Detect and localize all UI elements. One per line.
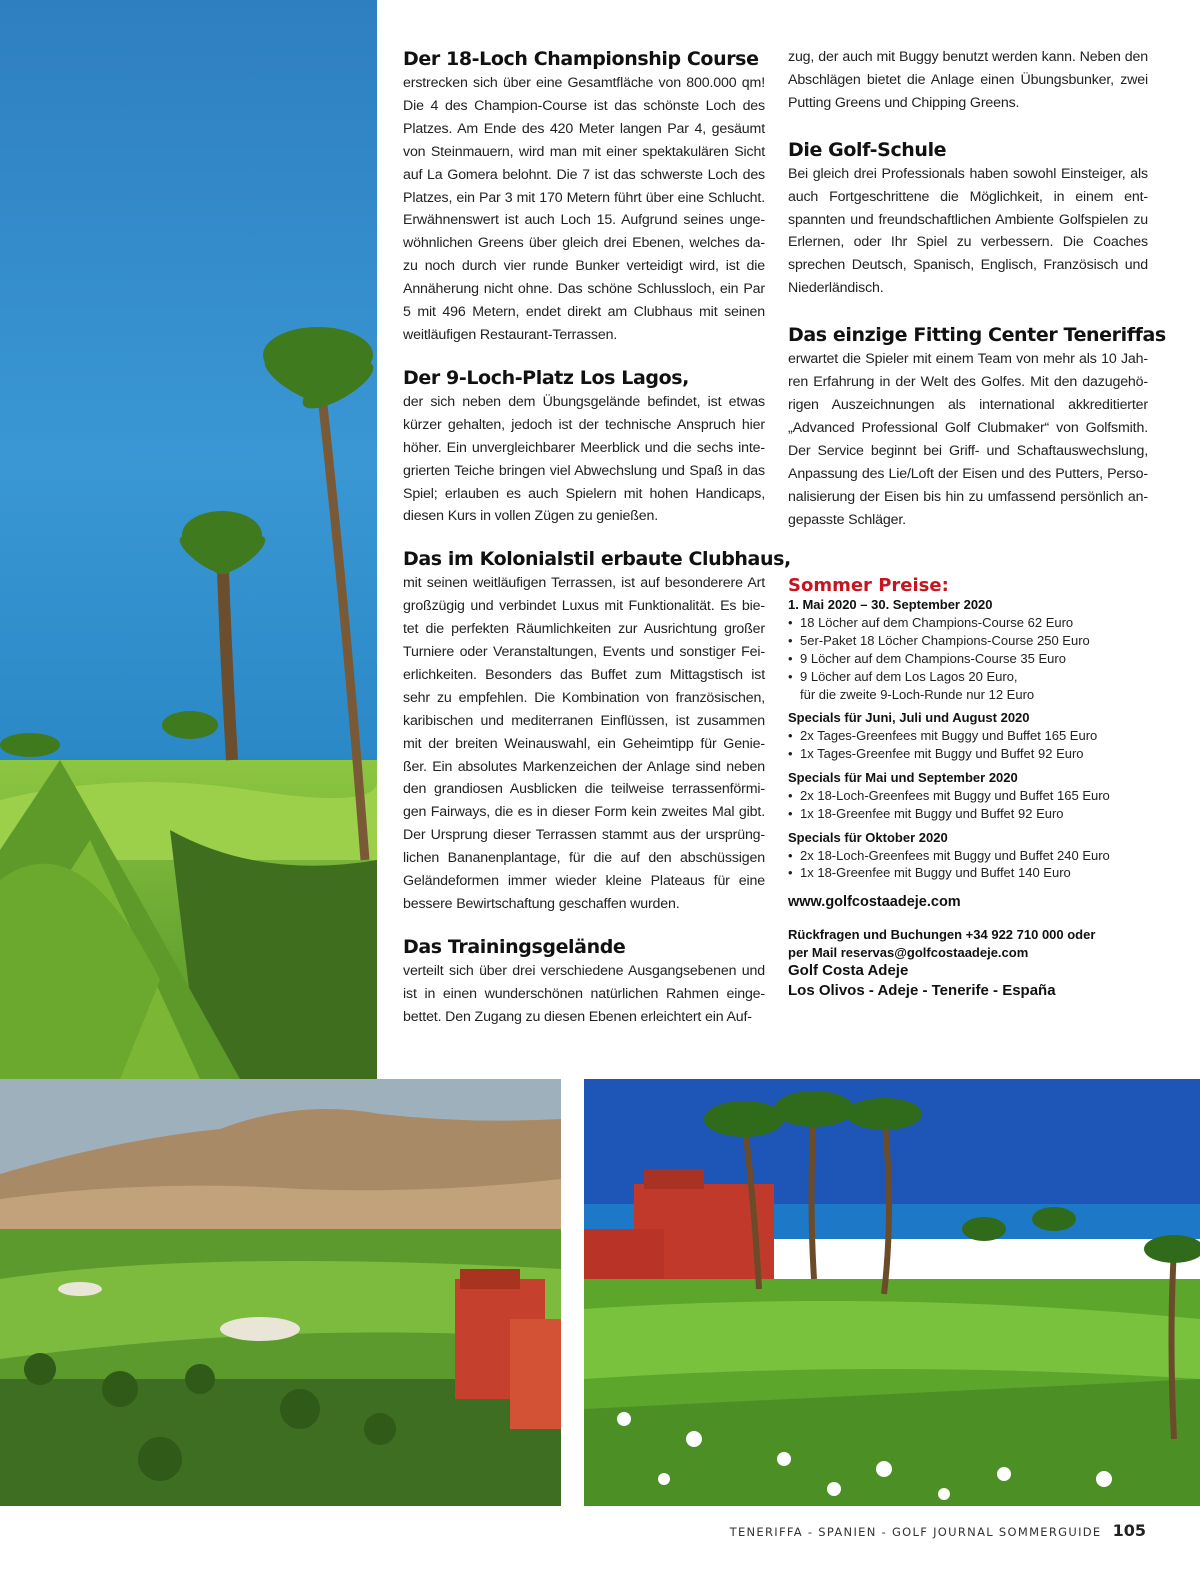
contact-email[interactable]: per Mail reservas@golfcostaadeje.com <box>788 944 1029 960</box>
specials-heading: Specials für Oktober 2020 <box>788 829 948 845</box>
heading-clubhaus: Das im Kolonialstil erbaute Clubhaus, <box>403 548 791 571</box>
page-number: 105 <box>1112 1521 1146 1540</box>
club-address: Los Olivos - Adeje - Tenerife - España <box>788 981 1056 999</box>
special-item: • 2x Tages-Greenfees mit Buggy und Buffet 165 Euro <box>788 728 1098 744</box>
website-link[interactable]: www.golfcostaadeje.com <box>788 894 961 911</box>
prices-title: Sommer Preise: <box>788 575 949 597</box>
specials-list <box>788 787 1148 823</box>
specials-list <box>788 847 1148 883</box>
price-item: • 9 Löcher auf dem Los Lagos 20 Euro, <box>788 668 1018 684</box>
price-item: • 18 Löcher auf dem Champions-Course 62 Euro <box>788 615 1074 631</box>
photo-clubhouse-green <box>584 1079 1200 1506</box>
heading-championship-course: Der 18-Loch Championship Course <box>403 48 759 70</box>
special-item: • 1x 18-Greenfee mit Buggy und Buffet 140 Euro <box>788 865 1071 881</box>
price-item-continuation: für die zweite 9-Loch-Runde nur 12 Euro <box>800 686 1035 702</box>
heading-trainingsgelaende: Das Trainingsgelände <box>403 935 626 958</box>
photo-course-aerial <box>0 1079 561 1506</box>
contact-line: Rückfragen und Buchungen +34 922 710 000 oder <box>788 927 1096 943</box>
specials-list <box>788 727 1148 763</box>
trainingsgelaende-continuation: zug, der auch mit Buggy benutzt werden kann. Neben den Abschlägen bietet die Anlage einen Übungsbunker, zwei Putting Greens und Chipping Greens. <box>788 49 1149 111</box>
price-item: • 9 Löcher auf dem Champions-Course 35 Euro <box>788 651 1066 666</box>
photo-coastal-palms <box>0 0 377 1079</box>
left-text-column <box>403 46 791 1029</box>
specials-heading: Specials für Juni, Juli und August 2020 <box>788 710 1030 726</box>
los-lagos-text: der sich neben dem Übungsgelände befindet, ist etwas kürzer gehalten, jedoch ist der technische Anspruch hier höher. Ein unvergleichbarer Meerblick und die sechs inte- grierten Teiche bringen viel Abwechslung und Spaß in das Spiel; erlauben es auch Spielern mit hohen Handicaps, diesen Kurs in vollen Zügen zu genießen. <box>403 393 765 525</box>
right-text-column <box>788 46 1166 1000</box>
special-item: • 2x 18-Loch-Greenfees mit Buggy und Buffet 240 Euro <box>788 847 1110 863</box>
specials-heading: Specials für Mai und September 2020 <box>788 769 1018 785</box>
special-item: • 1x 18-Greenfee mit Buggy und Buffet 92 Euro <box>788 805 1064 821</box>
heading-golf-schule: Die Golf-Schule <box>788 138 947 161</box>
trainingsgelaende-text: verteilt sich über drei verschiedene Ausgangsebenen und ist in einen wunderschönen natürlichen Rahmen einge- bettet. Den Zugang zu diesen Ebenen erleichtert ein Auf- <box>403 962 765 1025</box>
footer-text: TENERIFFA - SPANIEN - GOLF JOURNAL SOMMERGUIDE <box>729 1525 1102 1539</box>
golf-schule-text: Bei gleich drei Professionals haben sowohl Einsteiger, als auch Fortgeschrittene die Möglichkeit, in einem ent- spannten und freundschaftlichen Ambiente Golfspielen zu Erlernen, oder Ihr Spiel zu verbessern. Die Coaches sprechen Deutsch, Spanisch, Englisch, Französisch und Niederländisch. <box>788 165 1148 297</box>
price-list <box>788 614 1148 685</box>
page-footer <box>730 1521 1146 1540</box>
clubhaus-text: mit seinen weitläufigen Terrassen, ist auf besonderere Art großzügig und verbindet Luxus mit Funktionalität. Es bie- tet die perfekten Räumlichkeiten zur Ausrichtung großer Turniere oder Veranstaltungen, Events und sonstiger Fei- erlichkeiten. Besonders das Buffet zum Mittagstisch ist sehr zu empfehlen. Die Kombination von französischen, karibischen und mediterranen Einflüssen, ist zusammen mit der breiten Weinauswahl, ein Geheimtipp für Genie- ßer. Ein absolutes Markenzeichen der Anlage sind neben den grandiosen Ausblicken die teilweise terrassenförmi- gen Fairways, die es in dieser Form kein zweites Mal gibt. Der Ursprung dieser Terrassen stammt aus der ursprüng- lichen Bananenplantage, für die auf den abschüssigen Geländeformen immer wieder kleine Plateaus für eine bessere Bewirtschaftung geschaffen wurden. <box>403 575 765 912</box>
prices-period: 1. Mai 2020 – 30. September 2020 <box>788 597 993 613</box>
special-item: • 1x Tages-Greenfee mit Buggy und Buffet 92 Euro <box>788 746 1084 762</box>
heading-los-lagos: Der 9-Loch-Platz Los Lagos, <box>403 366 689 389</box>
heading-fitting-center: Das einzige Fitting Center Teneriffas <box>788 324 1166 347</box>
fitting-center-text: erwartet die Spieler mit einem Team von mehr als 10 Jah- ren Erfahrung in der Welt des Golfes. Mit den dazugehö- rigen Auszeichnungen als international akkreditierter „Advanced Professional Golf Clubmaker“ von Golfsmith. Der Service beginnt bei Griff- und Schaftauswechslung, Anpassung des Lie/Loft der Eisen und des Putters, Perso- nalisierung der Eisen bis hin zu umfassend persönlich an- gepasste Schläger. <box>788 351 1148 528</box>
club-name: Golf Costa Adeje <box>788 962 909 980</box>
special-item: • 2x 18-Loch-Greenfees mit Buggy und Buffet 165 Euro <box>788 787 1110 803</box>
championship-course-text: erstrecken sich über eine Gesamtfläche von 800.000 qm! Die 4 des Champion-Course ist das schönste Loch des Platzes. Am Ende des 420 Meter langen Par 4, gesäumt von Steinmauern, wird man mit einer spektakulären Sicht auf La Gomera belohnt. Die 7 ist das schwerste Loch des Platzes, ein Par 3 mit 170 Metern führt über eine Schlucht. Erwähnenswert ist auch Loch 15. Aufgrund seines unge- wöhnlichen Greens über gleich drei Ebenen, welches da- zu noch durch vier runde Bunker verteidigt wird, ist die Annäherung nicht ohne. Das schöne Schlussloch, ein Par 5 mit 496 Metern, endet direkt am Clubhaus mit seinen weitläufigen Restaurant-Terrassen. <box>403 75 765 343</box>
price-item: • 5er-Paket 18 Löcher Champions-Course 250 Euro <box>788 633 1090 649</box>
prices-box <box>788 575 1148 1000</box>
